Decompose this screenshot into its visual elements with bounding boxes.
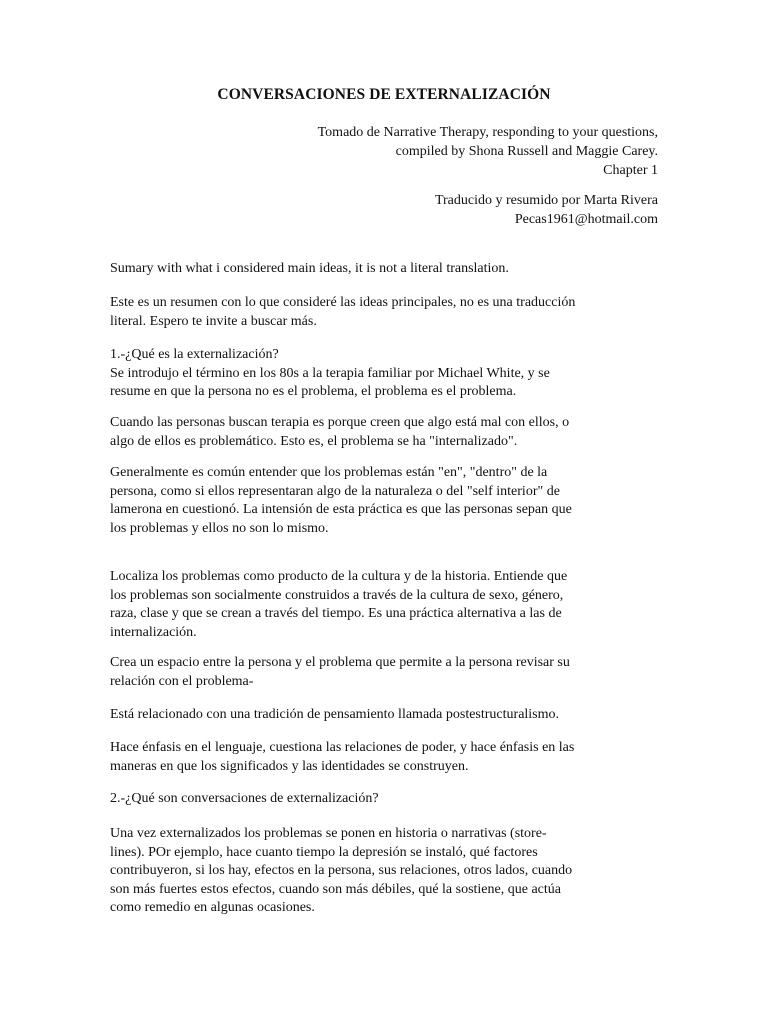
paragraph-text: Sumary with what i considered main ideas, it is not a literal translation. <box>110 261 509 276</box>
paragraph-text: Cuando las personas buscan terapia es porque creen que algo está mal con ellos, o algo de ellos es problemático. Esto es, el problema se ha "internalizado". <box>110 415 570 449</box>
source-line: Chapter 1 <box>603 163 658 178</box>
paragraph-text: Hace énfasis en el lenguaje, cuestiona las relaciones de poder, y hace énfasis en las maneras en que los significados y las identidades se construyen. <box>110 740 575 774</box>
paragraph <box>110 739 660 776</box>
paragraph-text: Está relacionado con una tradición de pensamiento llamada postestructuralismo. <box>110 707 560 722</box>
paragraph-text: Generalmente es común entender que los problemas están "en", "dentro" de la persona, como si ellos representaran algo de la naturaleza o del "self interior" de lamerona en cuestionó. La intensión de esta práctica es que las personas sepan que los problemas y ellos no son lo mismo. <box>110 465 572 536</box>
paragraph-text: 1.-¿Qué es la externalización? Se introdujo el término en los 80s a la terapia familiar por Michael White, y se resume en que la persona no es el problema, el problema es el problema. <box>110 347 550 399</box>
translator-email: Pecas1961@hotmail.com <box>514 212 658 227</box>
source-line: Tomado de Narrative Therapy, responding to your questions, <box>317 125 658 140</box>
paragraph <box>110 654 660 691</box>
paragraph-text: Localiza los problemas como producto de la cultura y de la historia. Entiende que los problemas son socialmente construidos a través de la cultura de sexo, género, raza, clase y que se crean a través del tiempo. Es una práctica alternativa a las de internalización. <box>110 569 568 640</box>
paragraph-text: Una vez externalizados los problemas se ponen en historia o narrativas (store- lines). POr ejemplo, hace cuanto tiempo la depresión se instaló, qué factores contribuyeron, si los hay, efectos en la persona, sus relaciones, otros lados, cuando son más fuertes estos efectos, cuando son más débiles, qué la sostiene, que actúa como remedio en algunas ocasiones. <box>110 826 573 915</box>
paragraph-text: Este es un resumen con lo que consideré las ideas principales, no es una traducción literal. Espero te invite a buscar más. <box>110 295 576 329</box>
document-title: CONVERSACIONES DE EXTERNALIZACIÓN <box>217 86 551 103</box>
section-heading <box>110 790 660 809</box>
paragraph <box>110 706 660 725</box>
source-line: compiled by Shona Russell and Maggie Carey. <box>395 144 658 159</box>
paragraph <box>110 346 660 402</box>
paragraph <box>110 825 660 918</box>
source-citation <box>318 123 658 180</box>
paragraph <box>110 464 660 538</box>
paragraph <box>110 260 660 279</box>
paragraph <box>110 414 660 451</box>
paragraph-text: 2.-¿Qué son conversaciones de externalización? <box>110 791 379 806</box>
paragraph <box>110 568 660 642</box>
translator-credit <box>435 191 658 229</box>
paragraph-text: Crea un espacio entre la persona y el problema que permite a la persona revisar su relación con el problema- <box>110 655 570 689</box>
paragraph <box>110 294 660 331</box>
translator-name: Traducido y resumido por Marta Rivera <box>434 193 658 208</box>
